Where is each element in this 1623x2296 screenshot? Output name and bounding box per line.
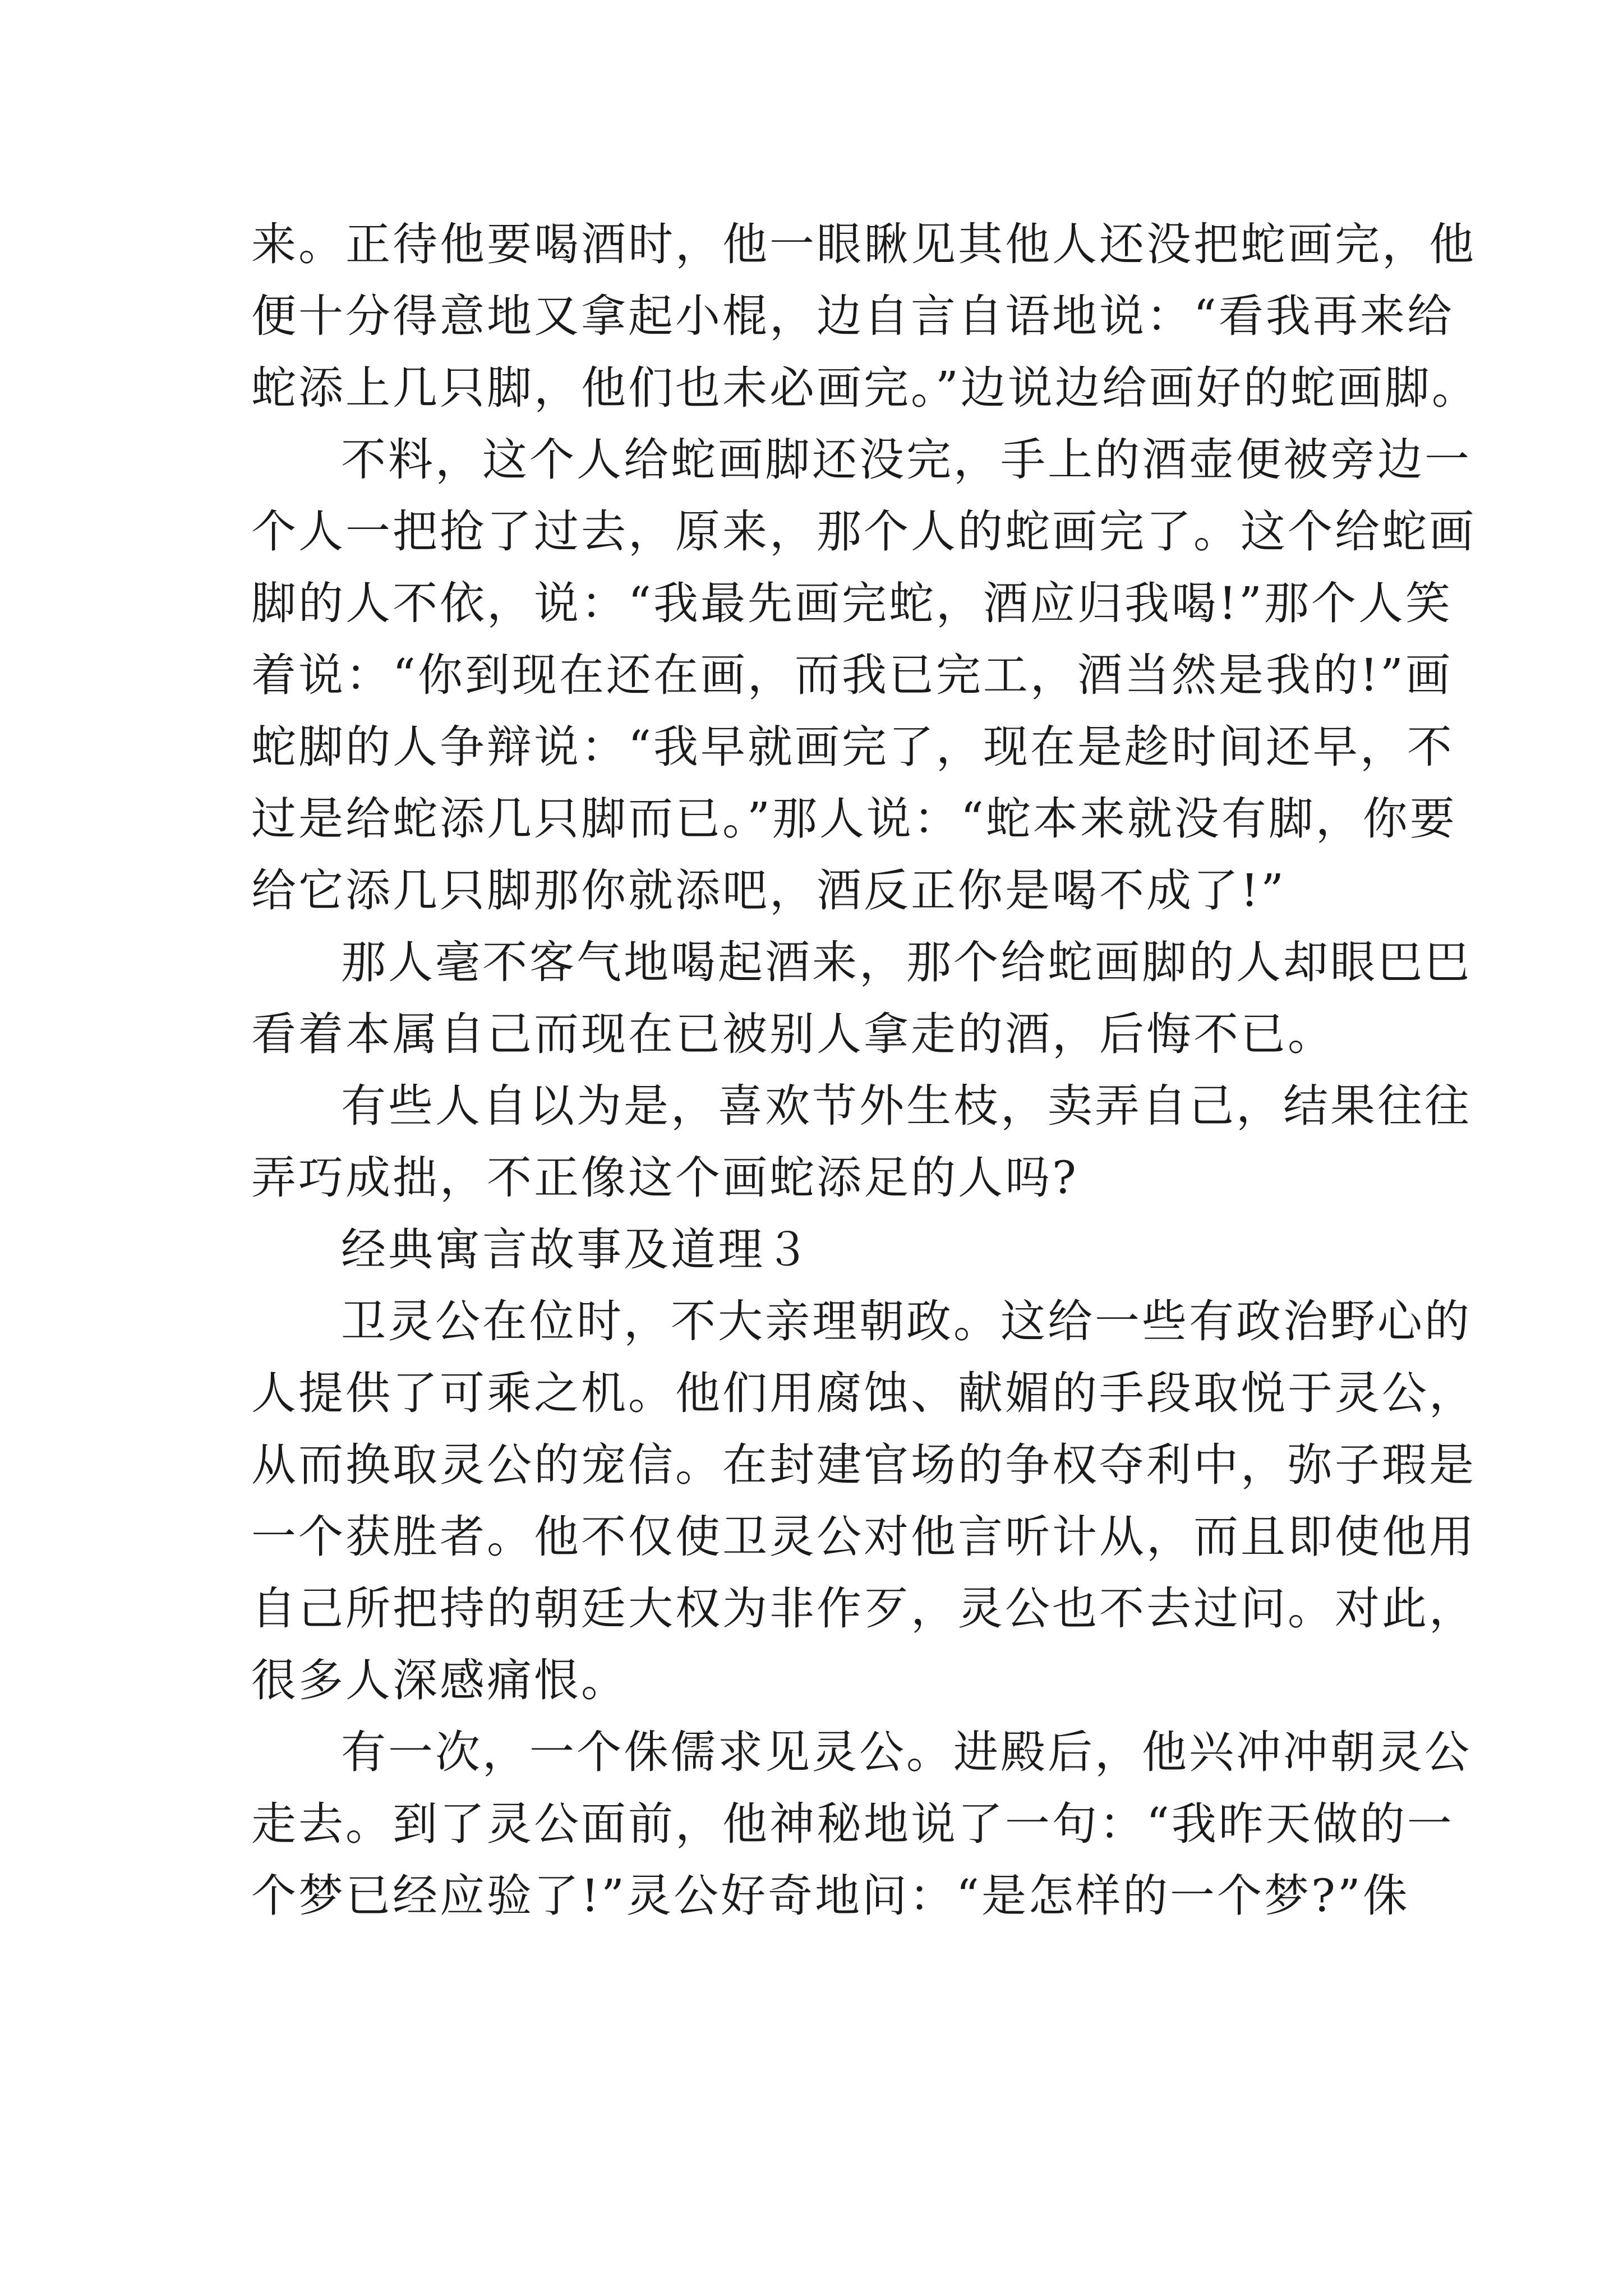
text-line: 个人一把抢了过去，原来，那个人的蛇画完了。这个给蛇画	[251, 505, 1476, 558]
paragraph-regret	[251, 927, 1472, 1070]
section-heading	[251, 1214, 1418, 1286]
paragraph-dispute	[251, 424, 1476, 927]
text-line: 过是给蛇添几只脚而已。”那人说：“蛇本来就没有脚，你要	[251, 793, 1457, 845]
text-line: 人提供了可乘之机。他们用腐蚀、献媚的手段取悦于灵公，	[251, 1367, 1476, 1419]
text-line: 走去。到了灵公面前，他神秘地说了一句：“我昨天做的一	[251, 1798, 1454, 1850]
text-line: 个梦已经应验了!”灵公好奇地问：“是怎样的一个梦?”侏	[251, 1870, 1410, 1922]
text-line: 看着本属自己而现在已被别人拿走的酒，后悔不已。	[251, 1008, 1335, 1060]
text-line: 便十分得意地又拿起小棍，边自言自语地说：“看我再来给	[251, 290, 1454, 342]
text-line: 很多人深感痛恨。	[251, 1654, 628, 1706]
text-line: 从而换取灵公的宠信。在封建官场的争权夺利中，弥子瑕是	[251, 1439, 1476, 1491]
text-line: 脚的人不依，说：“我最先画完蛇，酒应归我喝!”那个人笑	[251, 577, 1453, 629]
paragraph-moral	[251, 1070, 1472, 1214]
text-line: 不料，这个人给蛇画脚还没完，手上的酒壶便被旁边一	[341, 434, 1472, 486]
text-line: 那人毫不客气地喝起酒来，那个给蛇画脚的人却眼巴巴	[341, 936, 1472, 988]
document-body	[251, 209, 1479, 1932]
text-line: 有些人自以为是，喜欢节外生枝，卖弄自己，结果往往	[341, 1080, 1472, 1132]
text-line: 给它添几只脚那你就添吧，酒反正你是喝不成了!”	[251, 864, 1287, 917]
text-line: 着说：“你到现在还在画，而我已完工，酒当然是我的!”画	[251, 649, 1453, 701]
text-line: 弄巧成拙，不正像这个画蛇添足的人吗?	[251, 1152, 1078, 1204]
text-line: 自己所把持的朝廷大权为非作歹，灵公也不去过问。对此，	[251, 1582, 1476, 1635]
paragraph-wei-linggong	[251, 1286, 1476, 1717]
paragraph-dwarf	[251, 1717, 1472, 1932]
heading-text: 经典寓言故事及道理３	[341, 1223, 812, 1276]
text-line: 有一次，一个侏儒求见灵公。进殿后，他兴冲冲朝灵公	[341, 1726, 1472, 1778]
text-line: 蛇添上几只脚，他们也未必画完。”边说边给画好的蛇画脚。	[251, 362, 1479, 414]
text-line: 卫灵公在位时，不大亲理朝政。这给一些有政治野心的	[341, 1295, 1472, 1347]
text-line: 蛇脚的人争辩说：“我早就画完了，现在是趁时间还早，不	[251, 721, 1454, 773]
text-line: 来。正待他要喝酒时，他一眼瞅见其他人还没把蛇画完，他	[251, 218, 1476, 270]
text-line: 一个获胜者。他不仅使卫灵公对他言听计从，而且即使他用	[251, 1511, 1476, 1563]
paragraph-continued-story	[251, 209, 1479, 424]
